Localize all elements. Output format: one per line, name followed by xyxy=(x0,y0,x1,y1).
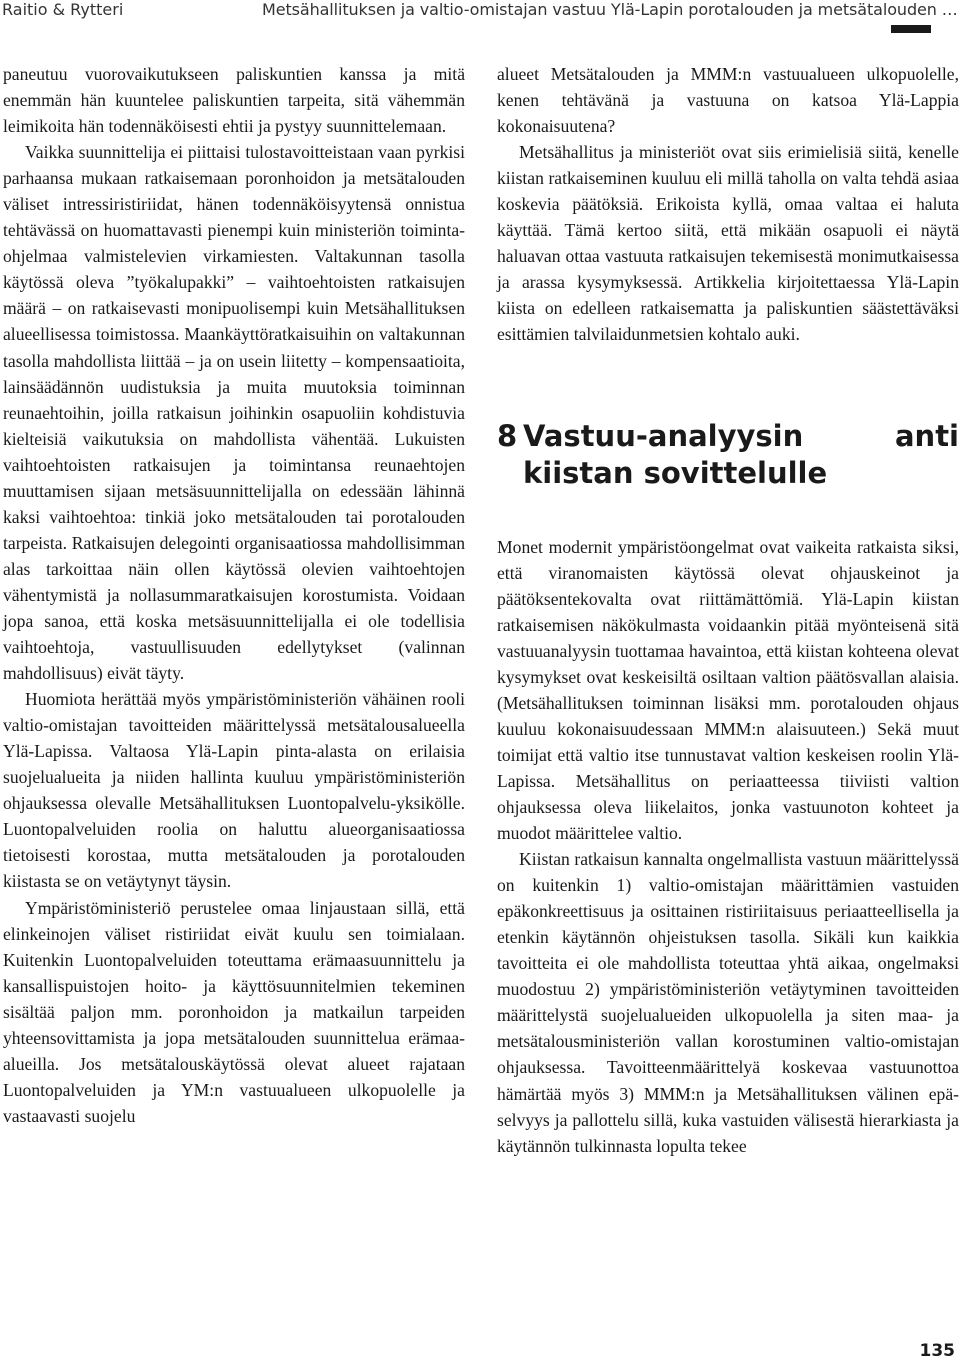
page-number: 135 xyxy=(919,1341,955,1361)
paragraph: Monet modernit ympäristöongelmat ovat vaikeita ratkaista siksi, että viranomaisten käytössä olevat ohjauskeinot ja päätöksentekovalta ovat riittämättömiä. Ylä-Lapin kiistan ratkaisemisen näkökulmasta voidaankin pitää myönteisenä sitä vastuuanalyysin tuottamaa havaintoa, että kiistan kohteena olevat kysymykset ovat keskeisiltä osiltaan valtion päätösvallan alaisia. (Metsähallituksen toiminnan lisäksi mm. porotalouden ohjaus kuuluu kokonaisuudessaan MMM:n alaisuuteen.) Sekä muut toimijat että valtio itse tunnustavat valtion keskeisen roolin Ylä-Lapissa. Metsähallitus on periaatteessa tiiviisti valtion ohjauksessa oleva liikelaitos, jonka vastuunoton kohteet ja muodot määrittelee valtio. xyxy=(497,536,959,844)
right-column xyxy=(497,61,959,1159)
paragraph: paneutuu vuorovaikutukseen paliskuntien kanssa ja mitä enemmän hän kuuntelee paliskuntien tarpeita, sitä vähemmän leimikoita hän todennäköisesti ehtii ja pystyy suunnittelemaan. xyxy=(3,64,465,137)
section-title: Vastuu-analyysin anti kiistan sovittelulle xyxy=(523,418,959,490)
paragraph: Ympäristöministeriö perustelee omaa linjaustaan sillä, että elinkeinojen väliset ristiriidat eivät kuulu sen toimialaan. Kuitenkin Luontopalveluiden toteuttama erämaasuunnittelu ja kansallispuistojen hoito- ja käyttösuunnitelmien tekeminen sisältää paljon mm. poronhoidon ja matkailun tarpeiden yhteensovittamista ja jopa metsätalouden suunnittelua erämaa-alueilla. Jos metsätalouskäytössä olevat alueet rajataan Luontopalveluiden ja YM:n vastuualueen ulkopuolelle ja vastaavasti suojelu xyxy=(3,897,465,1126)
paragraph: alueet Metsätalouden ja MMM:n vastuualueen ulkopuolelle, kenen tehtävänä ja vastuuna on katsoa Ylä-Lappia kokonaisuutena? xyxy=(497,64,959,137)
running-head-authors: Raitio & Rytteri xyxy=(2,0,124,19)
paragraph: Kiistan ratkaisun kannalta ongelmallista vastuun määrittelyssä on kuitenkin 1) valtio-omistajan määrittämien vastuiden epäkonkreettisuus ja osittainen ristiriitaisuus periaatteellisella ja etenkin käytännön ohjeistuksen tasolla. Sikäli kun kaikkia tavoitteita ei ole mahdollista toteuttaa yhtä aikaa, ongelmaksi muodostuu 2) ympäristöministeriön vetäytyminen tavoitteiden määrittelystä suojelualueiden ulkopuolella ja siten maa- ja metsätalousministeriön vallan korostuminen valtio-omistajan ohjauksessa. Tavoitteenmäärittelyä koskevaa vastuunottoa hämärtää myös 3) MMM:n ja Metsähallituksen välinen epäselvyys ja pallottelu sillä, kuka vastuiden välisestä hierarkiasta ja käytännön tulkinnasta lopulta tekee xyxy=(497,849,959,1156)
section-heading-block xyxy=(497,418,959,492)
running-head-title: Metsähallituksen ja valtio-omistajan vastuu Ylä-Lapin porotalouden ja metsätalouden … xyxy=(262,0,958,19)
left-column xyxy=(3,61,465,1129)
paragraph: Vaikka suunnittelija ei piittaisi tulostavoitteistaan vaan pyrkisi parhaansa mukaan ratkaisemaan poronhoidon ja metsätalouden väliset intressiristiriidat, hänen todennäköisyytensä onnistua tehtävässä on huomattavasti pienempi kuin ministeriön toimintaohjelmaa valmistelevien virkamiesten. Valtakunnan tasolla käytössä oleva ”työkalupakki” – vaihtoehtoisten ratkaisujen määrä – on ratkaisevasti monipuolisempi kuin Metsähallituksen alueellisessa toimistossa. Maankäyttöratkaisuihin on valtakunnan tasolla mahdollista liittää – ja on usein liitetty – kompensaatioita, lainsäädännön uudistuksia ja muita muutoksia toiminnan reunaehtoihin, joilla ratkaisun joihinkin osapuoliin kohdistuvia kielteisiä vaikutuksia on mahdollista vähentää. Lukuisten vaihtoehtoisten ratkaisujen ja toimintansa reunaehtojen muuttamisen sijaan metsäsuunnittelijalla on edessään lähinnä kaksi vaihtoehtoa: tinkiä joko metsätalouden tai porotalouden tarpeista. Ratkaisujen delegointi organisaatiossa mahdollisimman alas tarkoittaa näin ollen käytössä olevien vaihtoehtojen vähentymistä ja nollasummaratkaisujen korostumista. Voidaan jopa sanoa, että koska metsäsuunnittelijalla ei ole todellisia vaihtoehtoja, vastuullisuuden edellytykset (valinnan mahdollisuus) eivät täyty. xyxy=(3,142,465,684)
paragraph: Huomiota herättää myös ympäristöministeriön vähäinen rooli valtio-omistajan tavoitteiden määrittelyssä metsätalousalueella Ylä-Lapissa. Valtaosa Ylä-Lapin pinta-alasta on erilaisia suojelualueita ja niiden hallinta kuuluu ympäristöministeriön ohjauksessa olevalle Metsähallituksen Luontopalvelu-yksikölle. Luontopalveluiden roolia on haluttu alueorganisaatiossa tietoisesti korostaa, mutta metsätalouden ja porotalouden kiistasta se on vetäytynyt täysin. xyxy=(3,689,465,892)
running-head xyxy=(0,0,960,24)
section-number: 8 xyxy=(497,418,518,453)
paragraph: Metsähallitus ja ministeriöt ovat siis erimielisiä siitä, kenelle kiistan ratkaiseminen kuuluu eli millä taholla on valta tehdä asiaa koskevia päätöksiä. Erikoista kyllä, omaa valtaa ei haluta käyttää. Tämä kertoo siitä, että mikään osapuoli ei näytä haluavan ottaa vastuuta ratkaisujen tekemisestä monimutkaisessa ja arassa kysymyksessä. Artikkelia kirjoitettaessa Ylä-Lapin kiista on edelleen ratkaisematta ja paliskuntien säästettäväksi esittämien talvilaidunmetsien kohtalo auki. xyxy=(497,142,959,345)
running-head-rule xyxy=(891,25,931,33)
